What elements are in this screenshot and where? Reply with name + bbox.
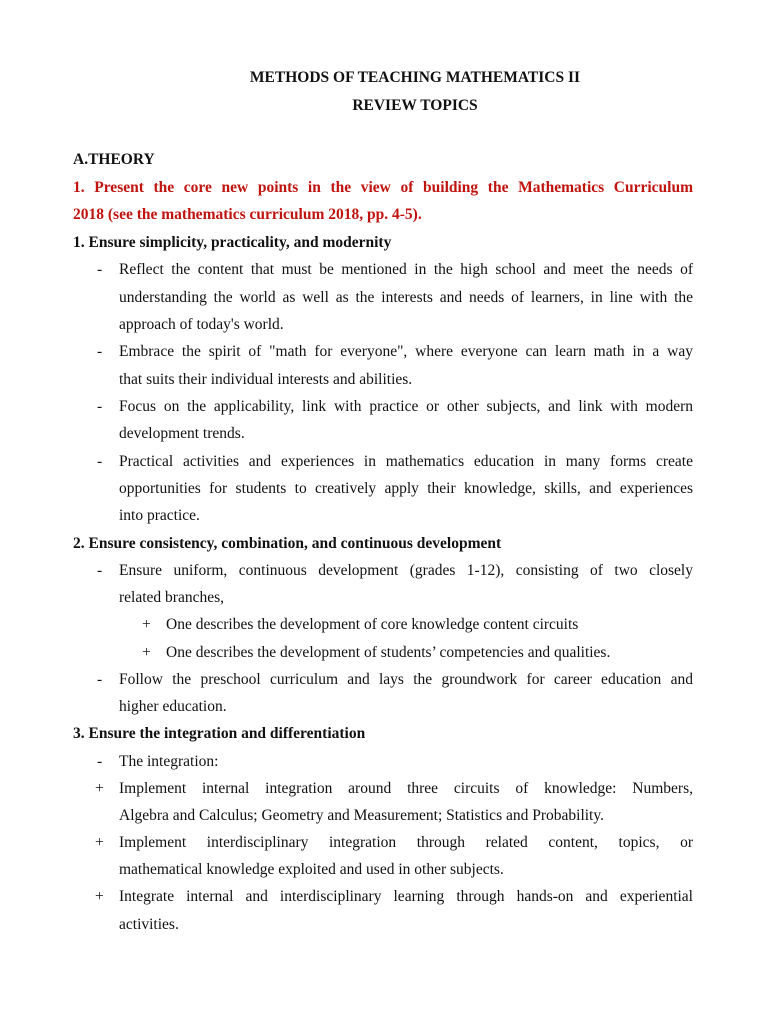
dash-bullet: -	[97, 453, 103, 470]
question-line: 2018 (see the mathematics curriculum 2018, pp. 4-5).	[73, 206, 422, 223]
paragraph-line: Implement internal integration around three circuits of knowledge: Numbers,	[119, 780, 693, 797]
point-heading: 1. Ensure simplicity, practicality, and modernity	[73, 234, 392, 251]
dash-bullet: -	[97, 671, 103, 688]
document-subtitle: REVIEW TOPICS	[352, 97, 478, 114]
paragraph-line: related branches,	[119, 589, 224, 606]
document-title: METHODS OF TEACHING MATHEMATICS II	[249, 69, 581, 86]
paragraph-line: that suits their individual interests and abilities.	[119, 371, 413, 388]
paragraph-line: development trends.	[119, 425, 245, 442]
paragraph-line: Implement interdisciplinary integration through related content, topics, or	[119, 834, 693, 851]
paragraph-line: Integrate internal and interdisciplinary learning through hands-on and experiential	[119, 888, 693, 905]
paragraph-line: understanding the world as well as the interests and needs of learners, in line with the	[119, 289, 693, 306]
paragraph-line: One describes the development of core knowledge content circuits	[166, 616, 579, 633]
paragraph-line: approach of today's world.	[119, 316, 284, 333]
plus-bullet: +	[95, 888, 104, 905]
dash-bullet: -	[97, 343, 103, 360]
question-line: 1. Present the core new points in the view of building the Mathematics Curriculum	[73, 179, 693, 196]
paragraph-line: opportunities for students to creatively apply their knowledge, skills, and experiences	[119, 480, 693, 497]
paragraph-line: Embrace the spirit of "math for everyone", where everyone can learn math in a way	[119, 343, 693, 360]
paragraph-line: Focus on the applicability, link with practice or other subjects, and link with modern	[119, 398, 693, 415]
paragraph-line: Reflect the content that must be mentioned in the high school and meet the needs of	[119, 261, 693, 278]
paragraph-line: Follow the preschool curriculum and lays the groundwork for career education and	[119, 671, 693, 688]
dash-bullet: -	[97, 261, 103, 278]
dash-bullet: -	[97, 753, 103, 770]
paragraph-line: activities.	[119, 916, 179, 933]
paragraph-line: One describes the development of students’ competencies and qualities.	[166, 644, 611, 661]
plus-bullet: +	[95, 780, 104, 797]
section-heading: A.THEORY	[73, 151, 155, 168]
plus-bullet: +	[142, 644, 151, 661]
dash-bullet: -	[97, 398, 103, 415]
paragraph-line: into practice.	[119, 507, 200, 524]
paragraph-line: mathematical knowledge exploited and used in other subjects.	[119, 861, 504, 878]
paragraph-line: higher education.	[119, 698, 227, 715]
plus-bullet: +	[95, 834, 104, 851]
point-heading: 3. Ensure the integration and differentiation	[73, 725, 366, 742]
dash-bullet: -	[97, 562, 103, 579]
point-heading: 2. Ensure consistency, combination, and continuous development	[73, 535, 502, 552]
paragraph-line: Practical activities and experiences in mathematics education in many forms create	[119, 453, 693, 470]
plus-bullet: +	[142, 616, 151, 633]
paragraph-line: Ensure uniform, continuous development (grades 1-12), consisting of two closely	[119, 562, 693, 579]
paragraph-line: The integration:	[119, 753, 219, 770]
paragraph-line: Algebra and Calculus; Geometry and Measurement; Statistics and Probability.	[119, 807, 604, 824]
